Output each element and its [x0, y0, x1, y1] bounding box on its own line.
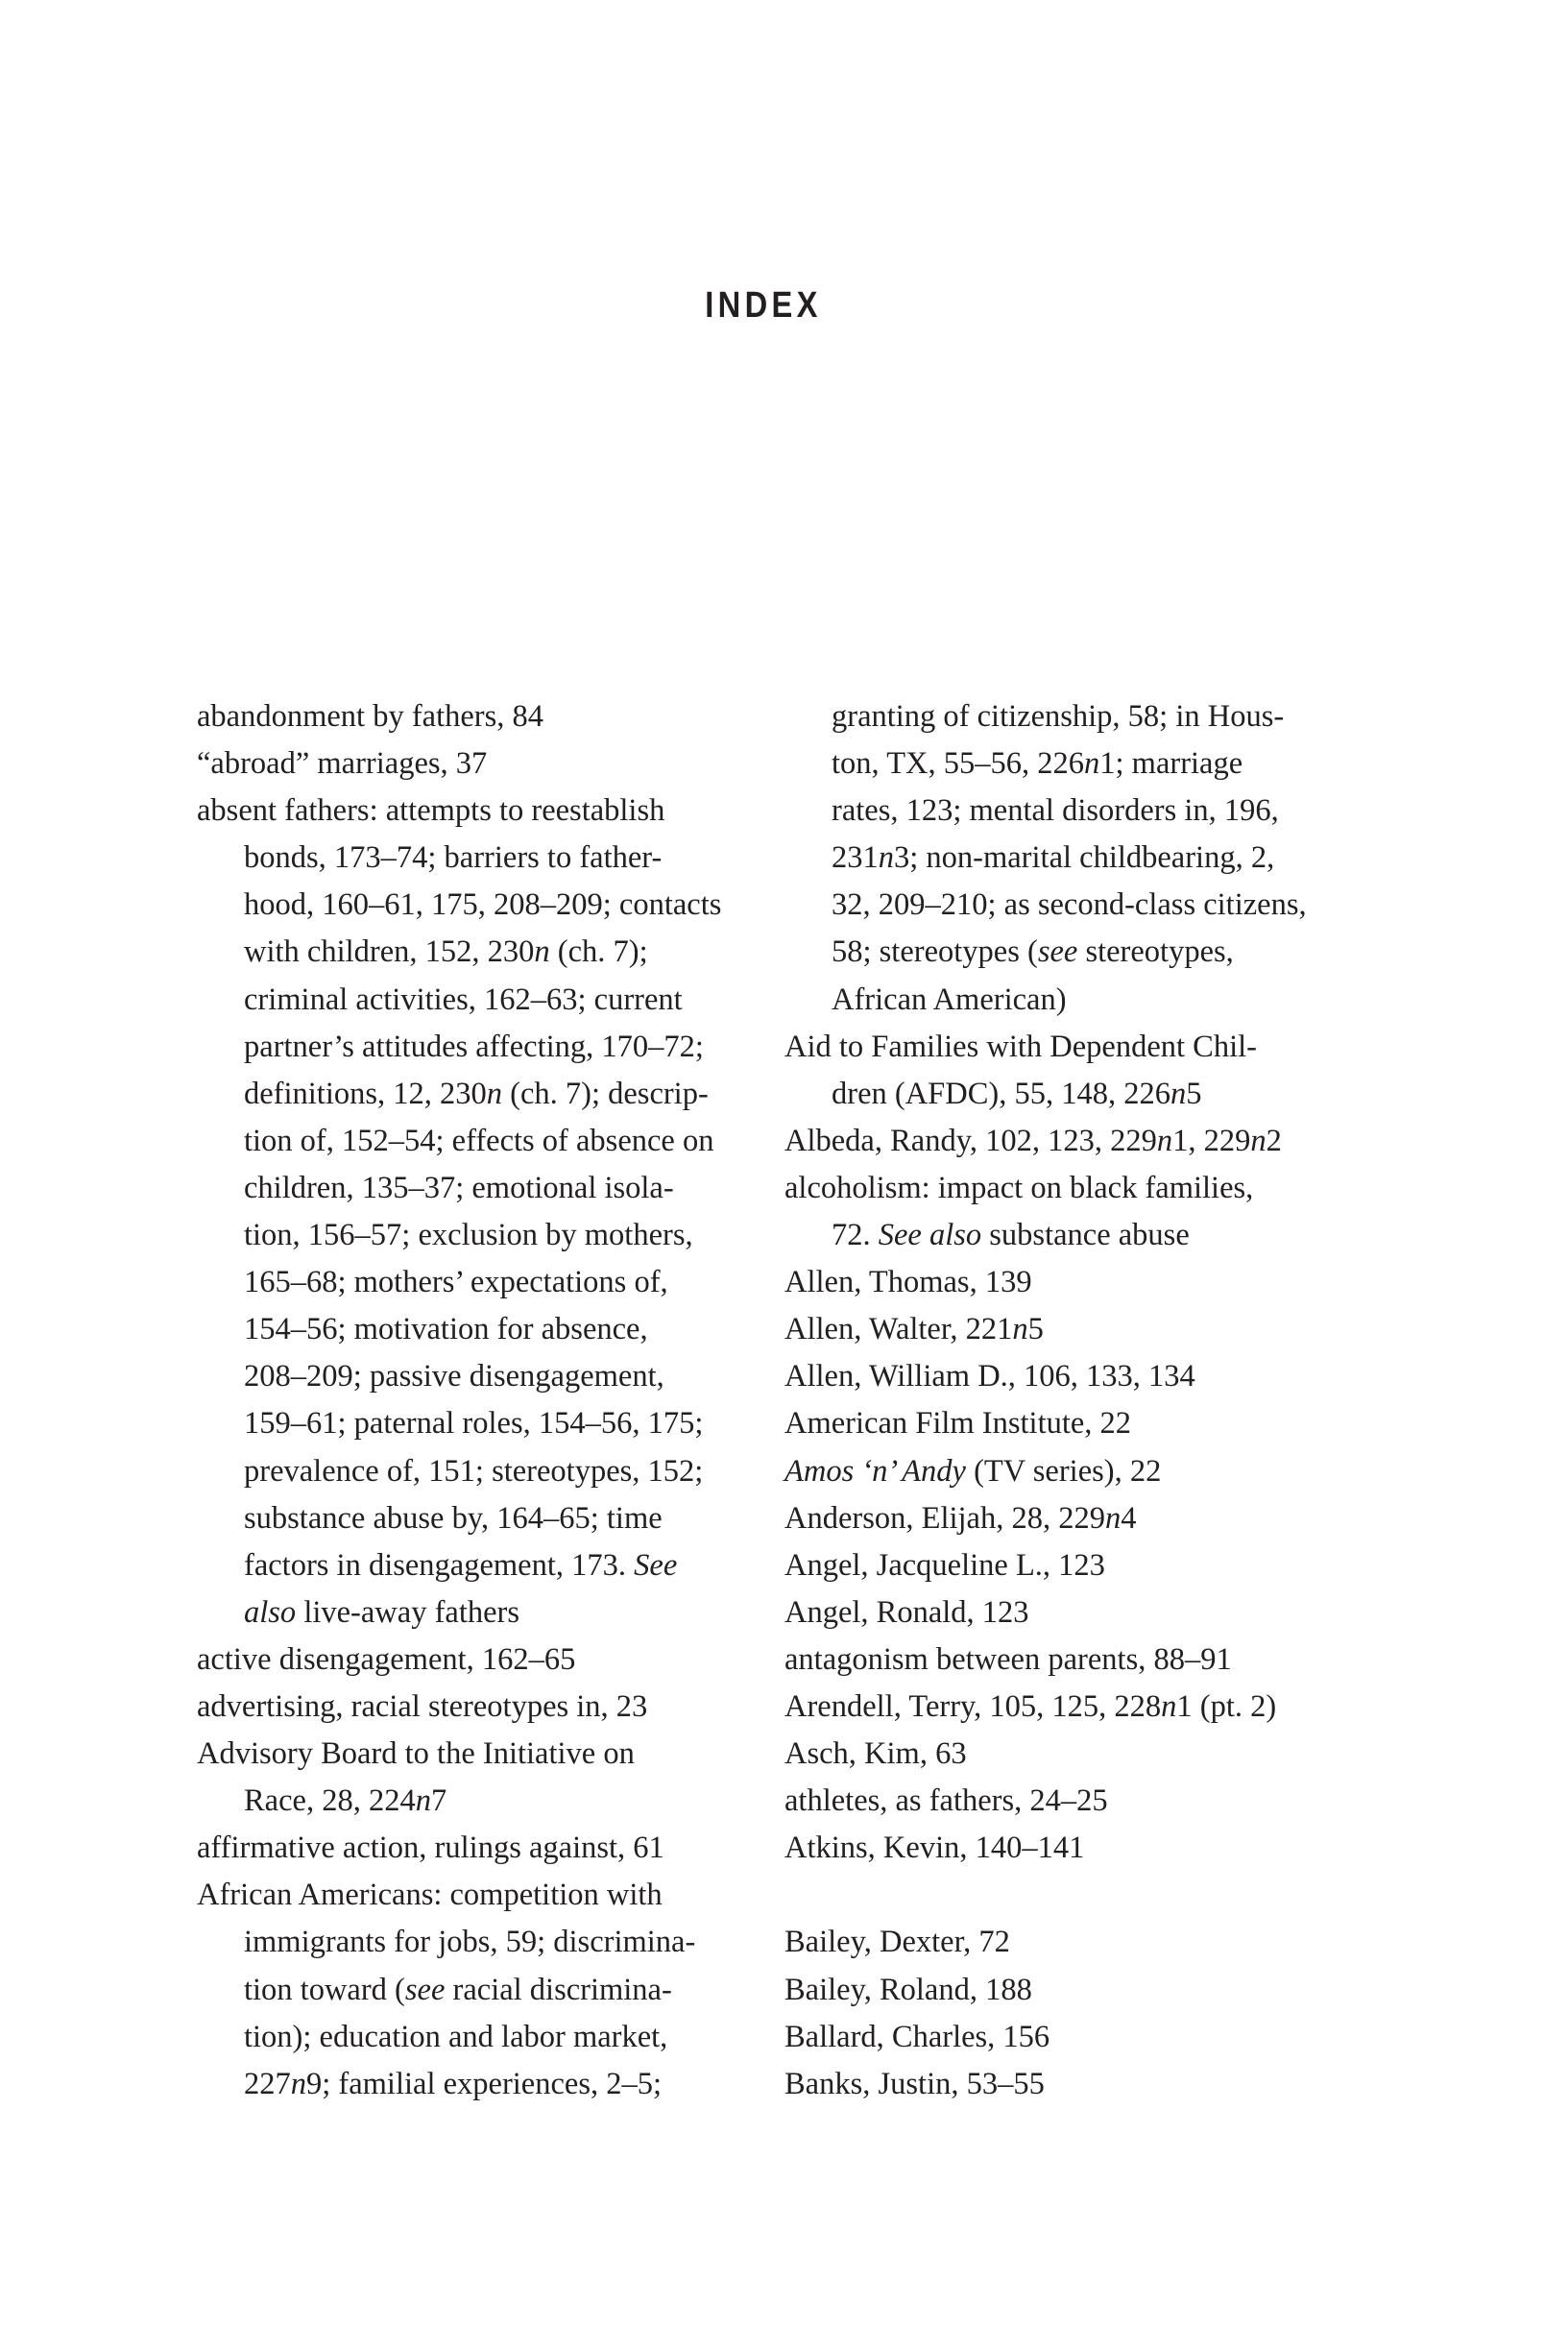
entry-text: antagonism between parents, 88–91 [784, 1641, 1232, 1677]
entry-text: Race, 28, 224 [244, 1783, 416, 1819]
italic-text: n [1104, 1500, 1122, 1536]
index-entry-continuation-line [197, 1495, 735, 1542]
entry-text: 208–209; passive disengagement, [244, 1359, 664, 1394]
entry-text: Angel, Ronald, 123 [784, 1594, 1029, 1630]
italic-text: See also [878, 1218, 982, 1253]
entry-text: 3; non-marital childbearing, 2, [894, 840, 1275, 876]
italic-text: n [534, 934, 550, 970]
index-entry-continuation-line [197, 977, 735, 1024]
italic-text: n [1012, 1312, 1028, 1347]
entry-text: Banks, Justin, 53–55 [784, 2066, 1045, 2101]
index-entry-continuation-line [197, 1448, 735, 1495]
entry-text: 1; marriage [1099, 746, 1243, 782]
entry-text: (ch. 7); [549, 934, 648, 970]
index-entry-continuation-line [197, 1589, 735, 1637]
entry-text: abandonment by fathers, 84 [197, 699, 544, 734]
index-entry-heading-line [197, 740, 735, 788]
entry-text: active disengagement, 162–65 [197, 1641, 576, 1677]
entry-text: tion); education and labor market, [244, 2019, 668, 2054]
index-entry-heading-line [197, 1637, 735, 1684]
index-entry-heading-line [197, 693, 735, 740]
entry-text: alcoholism: impact on black families, [784, 1170, 1254, 1205]
entry-text: athletes, as fathers, 24–25 [784, 1783, 1108, 1819]
entry-text: Anderson, Elijah, 28, 229 [784, 1500, 1105, 1536]
entry-text: absent fathers: attempts to reestablish [197, 793, 665, 829]
index-entry-heading-line [784, 2061, 1341, 2108]
entry-text: live-away fathers [296, 1594, 519, 1630]
index-entry-continuation-line [197, 1306, 735, 1353]
entry-text: rates, 123; mental disorders in, 196, [832, 793, 1279, 829]
entry-text: criminal activities, 162–63; current [244, 982, 683, 1017]
index-entry-heading-line [784, 1448, 1341, 1495]
index-entry-continuation-line [197, 1919, 735, 1966]
italic-text: n [1161, 1688, 1177, 1724]
index-entry-continuation-line [197, 1024, 735, 1071]
index-entry-heading-line [784, 1967, 1341, 2014]
index-entry-continuation-line [784, 882, 1341, 929]
entry-text: 9; familial experiences, 2–5; [306, 2066, 663, 2101]
entry-text: substance abuse [981, 1218, 1190, 1253]
entry-text: (TV series), 22 [965, 1453, 1162, 1489]
index-entry-heading-line [784, 1118, 1341, 1165]
index-entry-heading-line [197, 788, 735, 835]
italic-text: n [415, 1783, 431, 1819]
index-entry-heading-line [784, 1731, 1341, 1778]
index-entry-continuation-line [784, 740, 1341, 788]
entry-text: affirmative action, rulings against, 61 [197, 1831, 664, 1866]
index-entry-heading-line [197, 1731, 735, 1778]
index-entry-continuation-line [197, 1967, 735, 2014]
italic-text: n [1170, 1076, 1187, 1111]
entry-text: (ch. 7); descrip- [502, 1076, 709, 1111]
entry-text: granting of citizenship, 58; in Hous- [832, 699, 1285, 734]
italic-text: n [1250, 1123, 1266, 1158]
index-entry-heading-line [784, 2014, 1341, 2061]
entry-text: definitions, 12, 230 [244, 1076, 487, 1111]
index-entry-continuation-line [197, 1353, 735, 1400]
entry-text: hood, 160–61, 175, 208–209; contacts [244, 887, 722, 923]
entry-text: stereotypes, [1077, 934, 1234, 970]
italic-text: n [1084, 746, 1100, 782]
entry-text: 159–61; paternal roles, 154–56, 175; [244, 1406, 704, 1442]
index-entry-heading-line [784, 1353, 1341, 1400]
entry-text: 227 [244, 2066, 291, 2101]
index-entry-heading-line [784, 1495, 1341, 1542]
index-entry-continuation-line [197, 1542, 735, 1589]
index-entry-continuation-line [197, 1778, 735, 1825]
index-entry-heading-line [784, 1306, 1341, 1353]
entry-text: substance abuse by, 164–65; time [244, 1500, 663, 1536]
index-entry-continuation-line [197, 1400, 735, 1447]
italic-text: see [1037, 934, 1078, 970]
entry-text: Allen, Thomas, 139 [784, 1265, 1032, 1300]
entry-text: 5 [1186, 1076, 1202, 1111]
entry-text: children, 135–37; emotional isola- [244, 1170, 674, 1205]
index-entry-continuation-line [197, 2014, 735, 2061]
index-entry-heading-line [784, 1825, 1341, 1872]
entry-text: 2 [1266, 1123, 1282, 1158]
entry-text: “abroad” marriages, 37 [197, 746, 488, 782]
entry-text: ton, TX, 55–56, 226 [832, 746, 1085, 782]
entry-text: with children, 152, 230 [244, 934, 535, 970]
italic-text: n [486, 1076, 503, 1111]
entry-text: Ballard, Charles, 156 [784, 2019, 1050, 2054]
italic-text: n [1156, 1123, 1173, 1158]
entry-text: 58; stereotypes ( [832, 934, 1038, 970]
entry-text: factors in disengagement, 173. [244, 1547, 635, 1583]
entry-text: tion, 156–57; exclusion by mothers, [244, 1218, 693, 1253]
index-entry-continuation-line [197, 1118, 735, 1165]
entry-text: dren (AFDC), 55, 148, 226 [832, 1076, 1170, 1111]
entry-text: prevalence of, 151; stereotypes, 152; [244, 1453, 704, 1489]
entry-text: Arendell, Terry, 105, 125, 228 [784, 1688, 1162, 1724]
entry-text: African Americans: competition with [197, 1878, 663, 1913]
entry-text: 231 [832, 840, 879, 876]
entry-text: 5 [1027, 1312, 1044, 1347]
italic-text: n [290, 2066, 306, 2101]
entry-text: Albeda, Randy, 102, 123, 229 [784, 1123, 1157, 1158]
index-entry-heading-line [784, 1259, 1341, 1306]
entry-text: Aid to Families with Dependent Chil- [784, 1029, 1257, 1064]
index-entry-continuation-line [197, 1259, 735, 1306]
index-entry-heading-line [197, 1825, 735, 1872]
entry-text: 1, 229 [1172, 1123, 1251, 1158]
entry-text: 1 (pt. 2) [1176, 1688, 1277, 1724]
index-entry-heading-line [784, 1400, 1341, 1447]
index-entry-continuation-line [784, 1071, 1341, 1118]
italic-text: see [404, 1972, 446, 2007]
entry-text: Advisory Board to the Initiative on [197, 1736, 635, 1772]
index-entry-continuation-line [197, 929, 735, 976]
index-entry-continuation-line [197, 2061, 735, 2108]
entry-text: immigrants for jobs, 59; discrimina- [244, 1925, 696, 1960]
italic-text: n [878, 840, 894, 876]
letter-group-separator [784, 1872, 1341, 1919]
entry-text: American Film Institute, 22 [784, 1406, 1132, 1442]
entry-text: 165–68; mothers’ expectations of, [244, 1265, 668, 1300]
entry-text: Allen, Walter, 221 [784, 1312, 1013, 1347]
index-entry-continuation-line [197, 882, 735, 929]
index-entry-continuation-line [784, 977, 1341, 1024]
entry-text: Atkins, Kevin, 140–141 [784, 1831, 1085, 1866]
page-title: INDEX [705, 285, 822, 327]
entry-text: 72. [832, 1218, 879, 1253]
italic-text: Amos ‘n’ Andy [784, 1453, 966, 1489]
entry-text: Bailey, Roland, 188 [784, 1972, 1032, 2007]
entry-text: 32, 209–210; as second-class citizens, [832, 887, 1307, 923]
entry-text: Asch, Kim, 63 [784, 1736, 967, 1772]
index-entry-heading-line [784, 1165, 1341, 1212]
index-entry-continuation-line [197, 1212, 735, 1259]
index-entry-continuation-line [784, 788, 1341, 835]
index-entry-continuation-line [197, 1071, 735, 1118]
index-entry-continuation-line [784, 693, 1341, 740]
entry-text: Allen, William D., 106, 133, 134 [784, 1359, 1195, 1394]
entry-text: tion of, 152–54; effects of absence on [244, 1123, 714, 1158]
index-entry-heading-line [784, 1542, 1341, 1589]
entry-text: African American) [832, 982, 1067, 1017]
entry-text: tion toward ( [244, 1972, 405, 2007]
entry-text: 7 [430, 1783, 447, 1819]
entry-text: partner’s attitudes affecting, 170–72; [244, 1029, 704, 1064]
index-entry-heading-line [784, 1024, 1341, 1071]
index-column-left [197, 693, 735, 2108]
index-entry-continuation-line [197, 835, 735, 882]
entry-text: bonds, 173–74; barriers to father- [244, 840, 663, 876]
index-entry-continuation-line [784, 929, 1341, 976]
entry-text: Bailey, Dexter, 72 [784, 1925, 1010, 1960]
entry-text: 154–56; motivation for absence, [244, 1312, 648, 1347]
entry-text: racial discrimina- [445, 1972, 672, 2007]
index-entry-continuation-line [784, 835, 1341, 882]
index-entry-heading-line [197, 1872, 735, 1919]
index-entry-continuation-line [197, 1165, 735, 1212]
entry-text: 4 [1121, 1500, 1137, 1536]
entry-text: Angel, Jacqueline L., 123 [784, 1547, 1105, 1583]
index-entry-continuation-line [784, 1212, 1341, 1259]
index-entry-heading-line [784, 1684, 1341, 1731]
index-entry-heading-line [784, 1637, 1341, 1684]
index-entry-heading-line [784, 1919, 1341, 1966]
index-entry-heading-line [784, 1589, 1341, 1637]
italic-text: See [634, 1547, 678, 1583]
italic-text: also [244, 1594, 297, 1630]
index-entry-heading-line [784, 1778, 1341, 1825]
index-entry-heading-line [197, 1684, 735, 1731]
entry-text: advertising, racial stereotypes in, 23 [197, 1688, 648, 1724]
index-column-right [784, 693, 1341, 2108]
